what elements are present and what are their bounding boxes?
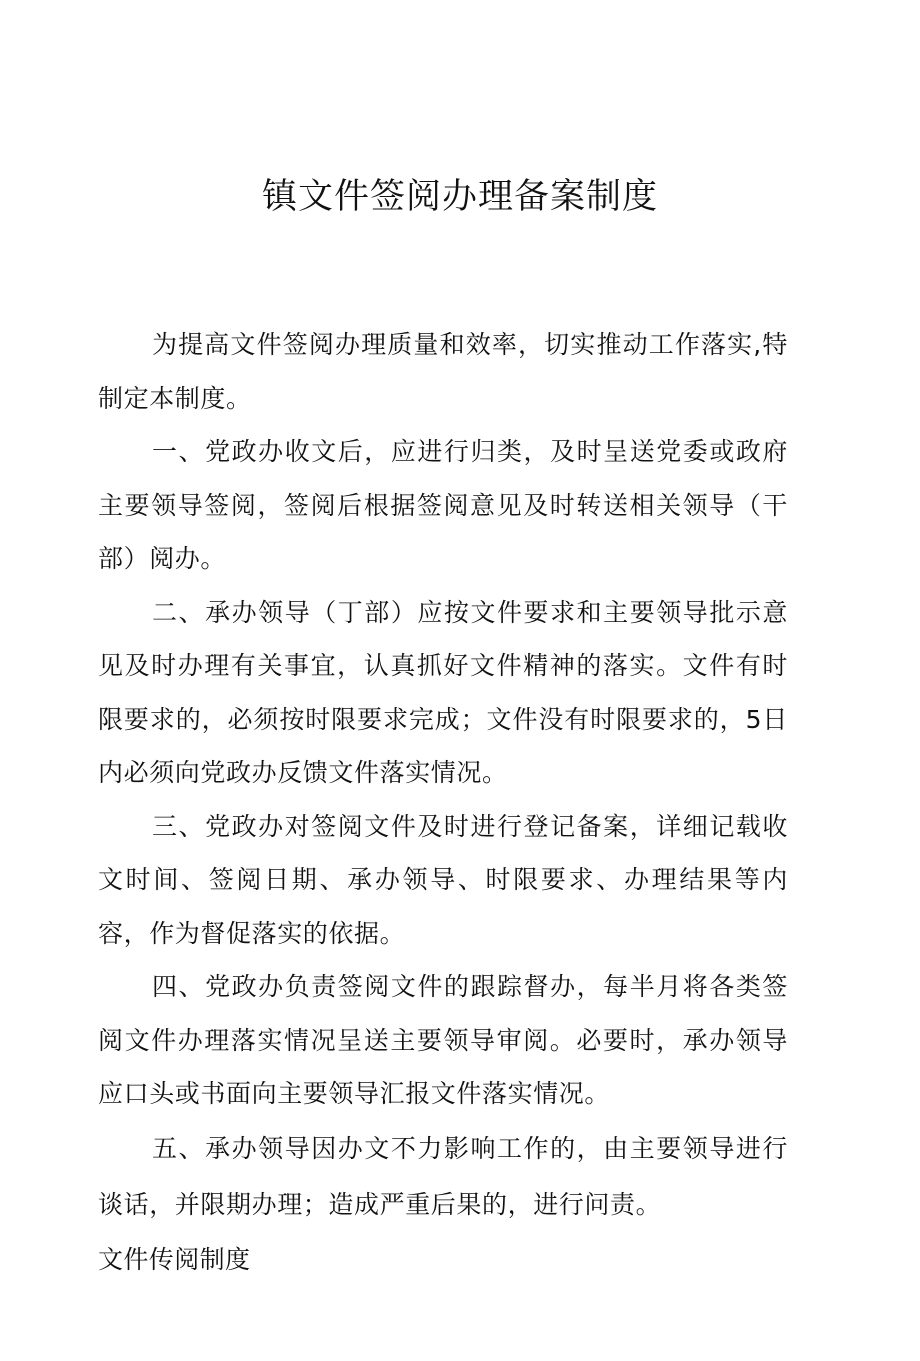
document-body: [98, 318, 788, 1286]
paragraph-clause-4: 四、党政办负责签阅文件的跟踪督办，每半月将各类签阅文件办理落实情况呈送主要领导审阅。必要时，承办领导应口头或书面向主要领导汇报文件落实情况。: [98, 972, 788, 1108]
paragraph-clause-3: 三、党政办对签阅文件及时进行登记备案，详细记载收文时间、签阅日期、承办领导、时限要求、办理结果等内容，作为督促落实的依据。: [98, 811, 788, 948]
paragraph-clause-2: 二、承办领导（丁部）应按文件要求和主要领导批示意见及时办理有关事宜，认真抓好文件精神的落实。文件有时限要求的，必须按时限要求完成；文件没有时限要求的，5日内必须向党政办反馈文件落实情况。: [98, 597, 788, 787]
paragraph-clause-5: 五、承办领导因办文不力影响工作的，由主要领导进行谈话，并限期办理；造成严重后果的，进行问责。: [98, 1133, 788, 1219]
paragraph-intro: 为提高文件签阅办理质量和效率，切实推动工作落实,特制定本制度。: [98, 330, 788, 413]
next-section-heading: 文件传阅制度: [98, 1244, 251, 1274]
paragraph-clause-1: 一、党政办收文后，应进行归类，及时呈送党委或政府主要领导签阅，签阅后根据签阅意见及时转送相关领导（干部）阅办。: [98, 437, 788, 573]
document-title: 镇文件签阅办理备案制度: [261, 177, 658, 217]
